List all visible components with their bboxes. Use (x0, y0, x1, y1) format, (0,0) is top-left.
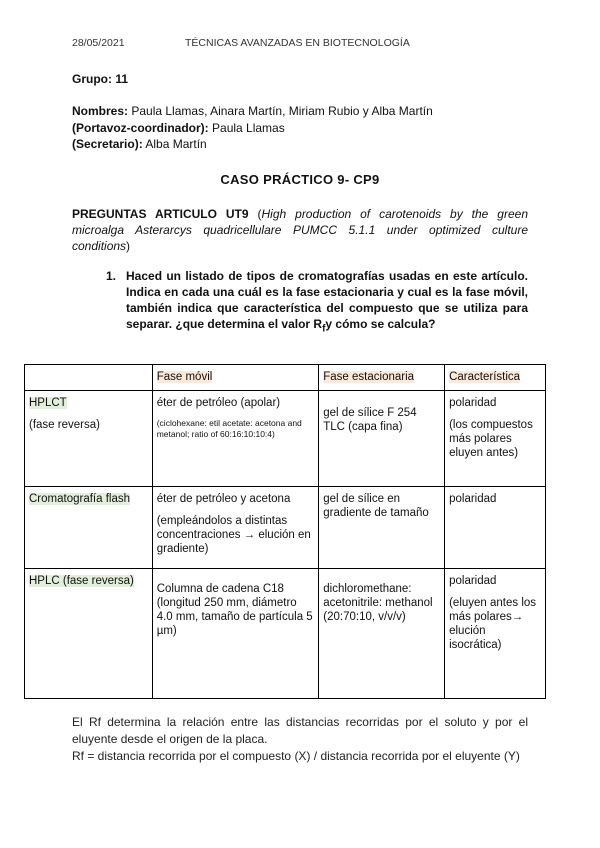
header-title: TÉCNICAS AVANZADAS EN BIOTECNOLOGÍA (185, 37, 410, 49)
article-close-paren: ) (126, 239, 131, 253)
table-header-cell (445, 365, 546, 391)
rf-formula: Rf = distancia recorrida por el compuesto (X) / distancia recorrida por el eluyente (Y) (72, 749, 520, 763)
header-mobile-phase: Fase móvil (156, 371, 213, 383)
question-subscript: f (322, 323, 326, 335)
row-type: Cromatografía flash (29, 493, 130, 505)
article-heading (72, 206, 528, 254)
header-feature: Característica (449, 371, 521, 383)
table-cell-stationary (319, 569, 445, 699)
rf-explanation (72, 714, 528, 765)
names-label: Nombres: (72, 104, 129, 118)
secretary-line (72, 137, 207, 151)
case-title: CASO PRÁCTICO 9- CP9 (220, 172, 380, 187)
row-mobile-note: (empleándolos a distintas concentraciones → elución en gradiente) (156, 515, 311, 555)
article-label: PREGUNTAS ARTICULO UT9 (72, 207, 249, 221)
table-cell-stationary (319, 391, 445, 487)
rf-definition: El Rf determina la relación entre las distancias recorridas por el soluto y por el eluyente desde el origen de la placa. (72, 715, 528, 746)
question-text (126, 268, 528, 337)
row-stationary: gel de sílice F 254 TLC (capa fina) (323, 407, 417, 433)
question-text-main: Haced un listado de tipos de cromatografías usadas en este artículo. Indica en cada una cuál es la fase estacionaria y cual es la fase móvil, también indica que característica del compuesto que se utiliza para separar. ¿que determina el valor R (126, 269, 528, 331)
row-mobile-note: (ciclohexane: etil acetate: acetona and metanol; ratio of 60:16:10:10:4) (156, 418, 302, 439)
table-header-cell (319, 365, 445, 391)
names-value: Paula Llamas, Ainara Martín, Miriam Rubio y Alba Martín (131, 104, 433, 118)
table-cell-stationary (319, 487, 445, 569)
row-stationary: dichloromethane: acetonitrile: methanol (20:70:10, v/v/v) (323, 583, 433, 623)
row-feature: polaridad (449, 397, 497, 409)
group-label: Grupo: (72, 72, 112, 86)
header-stationary-phase: Fase estacionaria (323, 371, 415, 383)
table-header-cell (152, 365, 319, 391)
row-feature-note: (eluyen antes los más polares→ elución isocrática) (449, 597, 537, 651)
chromatography-table (24, 364, 546, 699)
secretary-label: (Secretario): (72, 137, 143, 151)
secretary-value: Alba Martín (145, 137, 207, 151)
table-cell-feature (445, 569, 546, 699)
names-line (72, 104, 433, 118)
table-cell-mobile (152, 569, 319, 699)
row-mobile: éter de petróleo y acetona (156, 493, 291, 505)
table-cell-type (25, 391, 153, 487)
article-title: High production of carotenoids by the green microalga Asterarcys quadricellulare PUMCC 5.1.1 under optimized culture conditions (72, 207, 528, 253)
question-text-end: y cómo se calcula? (325, 317, 436, 331)
table-header-row (25, 365, 546, 391)
row-type-note: (fase reversa) (29, 419, 100, 431)
article-open-paren: ( (248, 207, 262, 221)
header-date: 28/05/2021 (72, 37, 125, 49)
spokesperson-label: (Portavoz-coordinador): (72, 121, 209, 135)
table-row (25, 487, 546, 569)
group-value: 11 (115, 72, 129, 86)
table-header-empty (25, 365, 153, 391)
row-stationary: gel de sílice en gradiente de tamaño (323, 493, 429, 519)
question-1 (106, 268, 528, 337)
table-cell-type (25, 569, 153, 699)
row-feature: polaridad (449, 493, 497, 505)
question-number: 1. (106, 269, 117, 283)
table-cell-feature (445, 487, 546, 569)
row-mobile: éter de petróleo (apolar) (156, 397, 281, 409)
table-row (25, 391, 546, 487)
row-mobile: Columna de cadena C18 (longitud 250 mm, diámetro 4.0 mm, tamaño de partícula 5 µm) (156, 583, 313, 637)
table-cell-mobile (152, 487, 319, 569)
group-line (72, 72, 128, 86)
spokesperson-line (72, 121, 285, 135)
table-cell-feature (445, 391, 546, 487)
table-cell-type (25, 487, 153, 569)
row-feature-note: (los compuestos más polares eluyen antes) (449, 419, 533, 459)
row-feature: polaridad (449, 575, 497, 587)
table-row (25, 569, 546, 699)
row-type: HPLCT (29, 397, 67, 409)
spokesperson-value: Paula Llamas (212, 121, 285, 135)
row-type: HPLC (fase reversa) (29, 575, 134, 587)
table-cell-mobile (152, 391, 319, 487)
